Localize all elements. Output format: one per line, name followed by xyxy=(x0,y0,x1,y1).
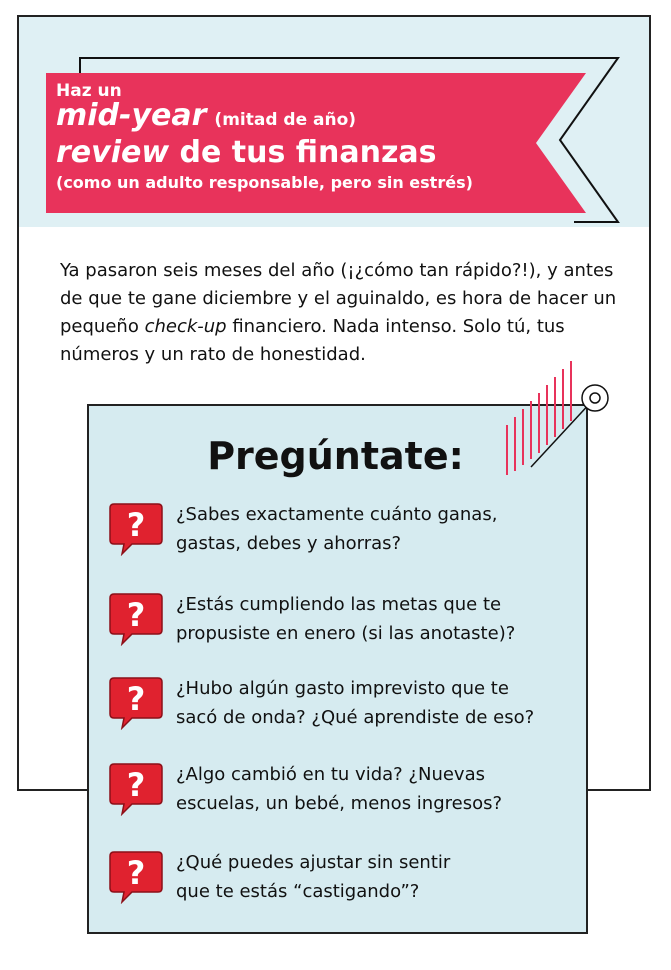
svg-text:?: ? xyxy=(126,680,146,718)
question-bubble-icon xyxy=(108,760,164,816)
question-line: ¿Estás cumpliendo las metas que te xyxy=(176,594,502,615)
intro-text-2: financiero. Nada intenso. Solo tú, tus números y un rato de honestidad. xyxy=(60,316,565,365)
question-item-4 xyxy=(108,760,588,820)
question-text xyxy=(176,500,586,558)
question-bubble-icon xyxy=(108,590,164,646)
question-bubble-icon xyxy=(108,500,164,556)
svg-text:?: ? xyxy=(126,854,146,892)
questions-title: Pregúntate: xyxy=(207,434,464,478)
title-mid-year: mid-year xyxy=(56,98,207,133)
question-text xyxy=(176,760,586,818)
intro-text-1: Ya pasaron seis meses del año (¡¿cómo tan rápido?!), y antes de que te gane diciembre y el aguinaldo, es hora de hacer un pequeño xyxy=(60,260,617,337)
question-bubble-icon xyxy=(108,674,164,730)
question-text xyxy=(176,674,586,732)
question-line: sacó de onda? ¿Qué aprendiste de eso? xyxy=(176,707,535,728)
question-line: ¿Qué puedes ajustar sin sentir xyxy=(176,852,451,873)
svg-text:?: ? xyxy=(126,766,146,804)
question-line: que te estás “castigando”? xyxy=(176,881,420,902)
question-line: ¿Algo cambió en tu vida? ¿Nuevas xyxy=(176,764,485,785)
svg-text:?: ? xyxy=(126,506,146,544)
title-text xyxy=(56,82,473,194)
question-line: ¿Hubo algún gasto imprevisto que te xyxy=(176,678,509,699)
title-translation: (mitad de año) xyxy=(214,110,357,130)
title-line-3 xyxy=(56,136,473,170)
title-review: review xyxy=(56,135,170,170)
question-bubble-icon xyxy=(108,848,164,904)
question-line: propusiste en enero (si las anotaste)? xyxy=(176,623,516,644)
title-line-1: Haz un xyxy=(56,81,122,101)
title-finanzas: de tus finanzas xyxy=(169,135,437,170)
question-item-2 xyxy=(108,590,588,650)
question-line: gastas, debes y ahorras? xyxy=(176,533,402,554)
question-text xyxy=(176,848,586,906)
intro-emphasis: check-up xyxy=(144,316,227,337)
question-item-1 xyxy=(108,500,588,560)
svg-text:?: ? xyxy=(126,596,146,634)
question-line: escuelas, un bebé, menos ingresos? xyxy=(176,793,503,814)
subtitle: (como un adulto responsable, pero sin estrés) xyxy=(56,173,473,192)
question-text xyxy=(176,590,586,648)
title-line-2 xyxy=(56,100,473,136)
question-item-3 xyxy=(108,674,588,734)
question-item-5 xyxy=(108,848,588,908)
question-line: ¿Sabes exactamente cuánto ganas, xyxy=(176,504,498,525)
